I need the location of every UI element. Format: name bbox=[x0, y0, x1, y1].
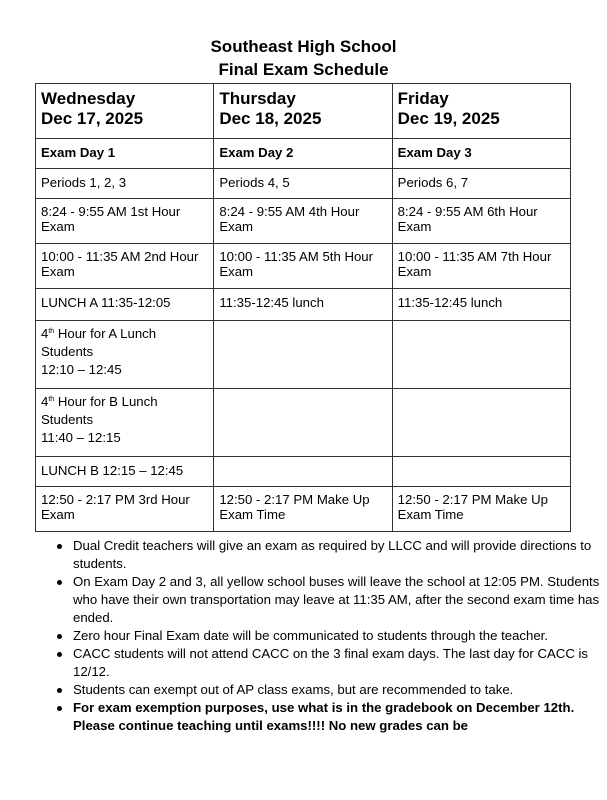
time: 12:10 – 12:45 bbox=[41, 362, 122, 377]
notes-list bbox=[73, 537, 603, 735]
ordinal-suffix: th bbox=[48, 328, 55, 335]
slot-cell: 8:24 - 9:55 AM 4th Hour Exam bbox=[214, 199, 392, 244]
table-row bbox=[36, 169, 571, 199]
time: 11:40 – 12:15 bbox=[41, 430, 121, 445]
note-text: Dual Credit teachers will give an exam as required by LLCC and will provide directions to students. bbox=[73, 538, 592, 571]
header-cell bbox=[214, 84, 392, 139]
empty-cell bbox=[392, 457, 570, 487]
note-text: Zero hour Final Exam date will be communicated to students through the teacher. bbox=[73, 628, 549, 643]
label: Hour for B Lunch Students bbox=[41, 394, 158, 427]
bullet-icon bbox=[57, 652, 62, 657]
table-row bbox=[36, 389, 571, 457]
empty-cell bbox=[392, 389, 570, 457]
list-item bbox=[73, 537, 603, 573]
lunch-b-cell: LUNCH B 12:15 – 12:45 bbox=[36, 457, 214, 487]
bullet-icon bbox=[57, 634, 62, 639]
periods-cell: Periods 4, 5 bbox=[214, 169, 392, 199]
label: Hour for A Lunch Students bbox=[41, 326, 157, 359]
list-item bbox=[73, 699, 603, 735]
slot-cell: 8:24 - 9:55 AM 6th Hour Exam bbox=[392, 199, 570, 244]
ordinal-suffix: th bbox=[48, 396, 55, 403]
periods-cell: Periods 1, 2, 3 bbox=[36, 169, 214, 199]
document-title: Final Exam Schedule bbox=[218, 60, 389, 79]
fourth-hour-a-cell bbox=[36, 321, 214, 389]
slot-cell: 12:50 - 2:17 PM 3rd Hour Exam bbox=[36, 487, 214, 532]
table-row bbox=[36, 199, 571, 244]
table-row bbox=[36, 84, 571, 139]
date: Dec 17, 2025 bbox=[41, 109, 144, 128]
exam-day-cell: Exam Day 1 bbox=[36, 139, 214, 169]
table-row bbox=[36, 457, 571, 487]
day-name: Wednesday bbox=[41, 89, 136, 108]
lunch-cell: 11:35-12:45 lunch bbox=[392, 289, 570, 321]
empty-cell bbox=[214, 457, 392, 487]
table-row bbox=[36, 244, 571, 289]
table-row bbox=[36, 289, 571, 321]
note-text: On Exam Day 2 and 3, all yellow school buses will leave the school at 12:05 PM. Students who have their own transportation may leave at 11:35 AM, after the second exam time has ended. bbox=[73, 574, 600, 625]
date: Dec 18, 2025 bbox=[219, 109, 322, 128]
lunch-cell: LUNCH A 11:35-12:05 bbox=[36, 289, 214, 321]
note-text: CACC students will not attend CACC on the 3 final exam days. The last day for CACC is 12/12. bbox=[73, 646, 589, 679]
exam-day-cell: Exam Day 2 bbox=[214, 139, 392, 169]
bullet-icon bbox=[57, 706, 62, 711]
table-row bbox=[36, 487, 571, 532]
periods-cell: Periods 6, 7 bbox=[392, 169, 570, 199]
slot-cell: 10:00 - 11:35 AM 5th Hour Exam bbox=[214, 244, 392, 289]
slot-cell: 12:50 - 2:17 PM Make Up Exam Time bbox=[214, 487, 392, 532]
list-item bbox=[73, 573, 603, 627]
day-name: Thursday bbox=[219, 89, 296, 108]
empty-cell bbox=[214, 321, 392, 389]
header-cell bbox=[36, 84, 214, 139]
slot-cell: 10:00 - 11:35 AM 2nd Hour Exam bbox=[36, 244, 214, 289]
note-text: For exam exemption purposes, use what is in the gradebook on December 12th. Please continue teaching until exams!!!! No new grades can be bbox=[73, 700, 575, 733]
list-item bbox=[73, 645, 603, 681]
hour-number: 4 bbox=[41, 326, 49, 341]
empty-cell bbox=[392, 321, 570, 389]
table-row bbox=[36, 321, 571, 389]
bullet-icon bbox=[57, 688, 62, 693]
empty-cell bbox=[214, 389, 392, 457]
table-row bbox=[36, 139, 571, 169]
hour-number: 4 bbox=[41, 394, 49, 409]
list-item bbox=[73, 681, 603, 699]
exam-schedule-table bbox=[35, 83, 571, 532]
day-name: Friday bbox=[397, 89, 449, 108]
slot-cell: 12:50 - 2:17 PM Make Up Exam Time bbox=[392, 487, 570, 532]
note-text: Students can exempt out of AP class exams, but are recommended to take. bbox=[73, 682, 514, 697]
list-item bbox=[73, 627, 603, 645]
fourth-hour-b-cell bbox=[36, 389, 214, 457]
school-name: Southeast High School bbox=[210, 37, 397, 56]
header-cell bbox=[392, 84, 570, 139]
slot-cell: 10:00 - 11:35 AM 7th Hour Exam bbox=[392, 244, 570, 289]
exam-day-cell: Exam Day 3 bbox=[392, 139, 570, 169]
bullet-icon bbox=[57, 580, 62, 585]
bullet-icon bbox=[57, 544, 62, 549]
slot-cell: 8:24 - 9:55 AM 1st Hour Exam bbox=[36, 199, 214, 244]
date: Dec 19, 2025 bbox=[397, 109, 500, 128]
lunch-cell: 11:35-12:45 lunch bbox=[214, 289, 392, 321]
